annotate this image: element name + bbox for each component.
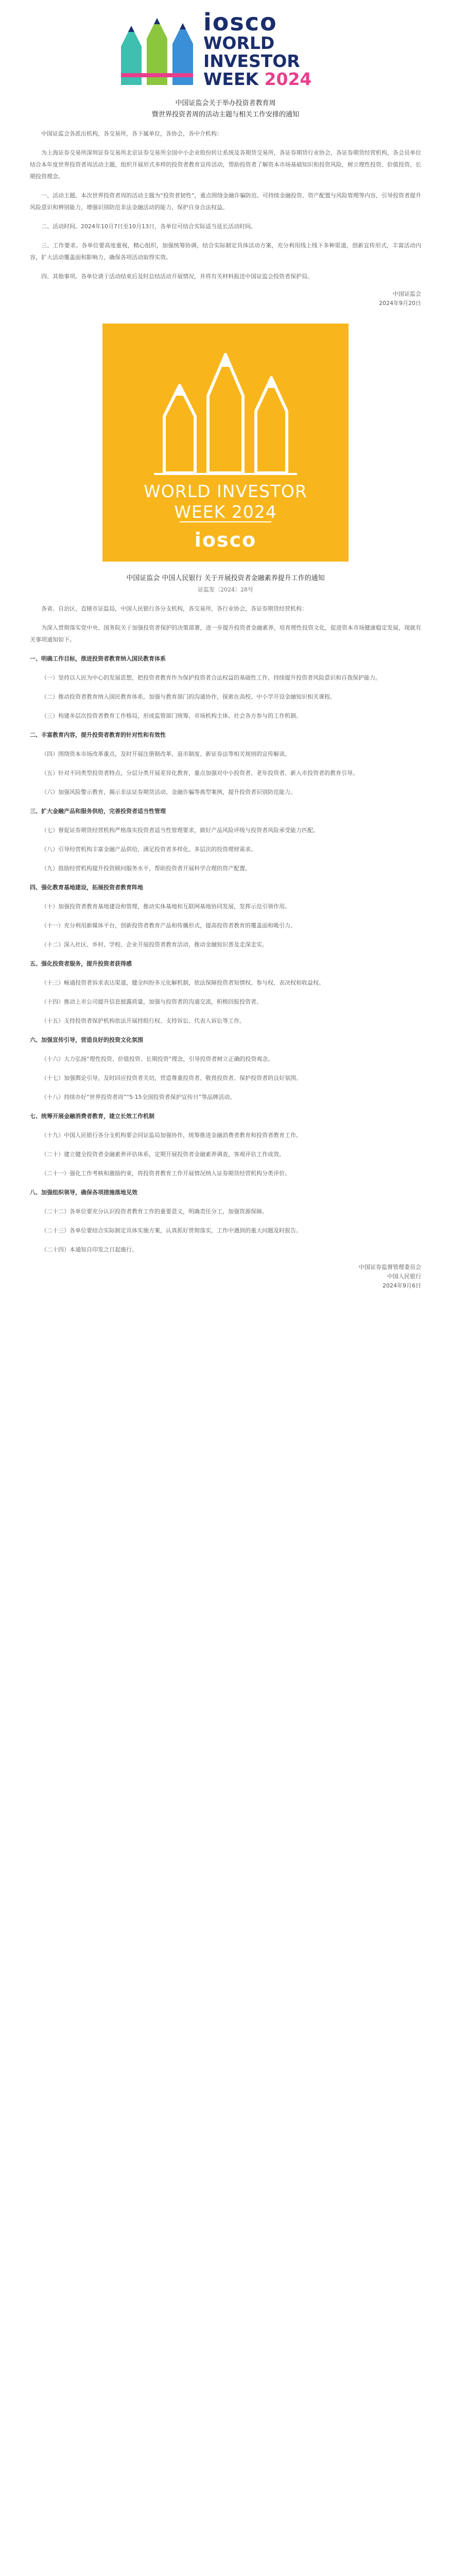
bottom-spacer: [0, 1291, 451, 1352]
notice-2-title: 中国证监会 中国人民银行 关于开展投资者金融素养提升工作的通知 证监发〔2024〕28号: [126, 574, 325, 593]
section-para: （十五）支持投资者保护机构依法开展持股行权、支持诉讼、代表人诉讼等工作。: [41, 1018, 245, 1024]
section-para: （十二）深入社区、乡村、学校、企业开展投资者教育活动，推动金融知识普及走深走实。: [41, 941, 268, 948]
notice-1-para: 三、工作要求。各单位要高度重视，精心组织，加强统筹协调，结合实际制定具体活动方案，充分利用线上线下多种渠道，创新宣传形式，丰富活动内容，扩大活动覆盖面和影响力，确保各项活动取得实效。: [30, 242, 421, 261]
poster-title: WORLD INVESTOR WEEK 2024: [144, 481, 307, 522]
section-para: （十四）推动上市公司提升信息披露质量，加强与投资者的沟通交流，积极回报投资者。: [41, 998, 262, 1005]
section-heading: 一、明确工作目标，推进投资者教育纳入国民教育体系: [30, 655, 166, 662]
section-para: （十三）畅通投资者诉求表达渠道，健全纠纷多元化解机制，依法保障投资者知情权、参与权、表决权和收益权。: [41, 979, 324, 986]
notice-2-para: 为深入贯彻落实党中央、国务院关于加强投资者保护的决策部署，进一步提升投资者金融素养，培育理性投资文化，促进资本市场健康稳定发展，现就有关事项通知如下。: [30, 624, 421, 643]
poster-iosco-logo: iosco: [194, 529, 257, 551]
section-para: （九）鼓励经营机构提升投资顾问服务水平，帮助投资者开展科学合理的资产配置。: [41, 865, 251, 872]
wiw-line-2: INVESTOR: [203, 51, 300, 71]
section-heading: 三、扩大金融产品和服务供给，完善投资者适当性管理: [30, 808, 166, 815]
section-heading: 六、加强宣传引导，营造良好的投资文化氛围: [30, 1037, 143, 1043]
notice-1-signature: 中国证监会 2024年9月20日: [379, 291, 421, 307]
top-banner: [0, 0, 451, 93]
section-para: （十八）持续办好“世界投资者周”“5·15全国投资者保护宣传日”等品牌活动。: [41, 1094, 236, 1100]
section-para: （四）围绕资本市场改革重点，及时开展注册制改革、退市制度、新证券法等相关规则的宣传解读。: [41, 751, 290, 757]
section-para: （五）针对不同类型投资者特点，分层分类开展差异化教育，重点加强对中小投资者、老年投资者、新入市投资者的教育引导。: [41, 770, 358, 776]
section-para: （六）加强风险警示教育，揭示非法证券期货活动、金融诈骗等典型案例，提升投资者识别防范能力。: [41, 789, 296, 795]
pencils-graphic: [116, 15, 198, 88]
wiw-line-1: WORLD: [203, 33, 275, 53]
notice-1-para: 一、活动主题。本次世界投资者周的活动主题为“投资者韧性”，重点围绕金融诈骗防范、可持续金融投资、资产配置与风险管理等内容，引导投资者提升风险意识和辨别能力，增强识别防范非法金融活动的能力，保护自身合法权益。: [30, 192, 421, 211]
section-para: （八）引导经营机构丰富金融产品供给，满足投资者多样化、多层次的投资理财需求。: [41, 846, 256, 853]
section-para: （二十四）本通知自印发之日起施行。: [41, 1246, 137, 1253]
notice-1: [0, 98, 451, 308]
section-para: （二）推动投资者教育纳入国民教育体系，加强与教育部门的沟通协作，探索在高校、中小学开设金融知识相关课程。: [41, 693, 336, 700]
section-para: （七）督促证券期货经营机构严格落实投资者适当性管理要求，做好产品风险评级与投资者风险承受能力匹配。: [41, 827, 319, 834]
section-heading: 二、丰富教育内容，提升投资者教育的针对性和有效性: [30, 732, 166, 738]
section-para: （二十一）强化工作考核和激励约束，将投资者教育工作开展情况纳入证券期货经营机构分类评价。: [41, 1170, 290, 1177]
notice-1-para: 中国证监会各派出机构，各交易所，各下属单位，各协会，各中介机构：: [41, 130, 222, 137]
section-heading: 四、强化教育基地建设，拓展投资者教育阵地: [30, 884, 143, 891]
section-heading: 七、统筹开展金融消费者教育，建立长效工作机制: [30, 1113, 154, 1120]
notice-1-title: 中国证监会关于举办投资者教育周 暨世界投资者周的活动主题与相关工作安排的通知: [151, 99, 299, 118]
notice-1-para: 四、其他事项。各单位请于活动结束后及时总结活动开展情况，并将有关材料报送中国证监会投资者保护局。: [41, 273, 313, 280]
notice-2: [0, 573, 451, 1291]
section-para: （十一）充分利用新媒体平台，创新投资者教育产品和传播形式，提高投资者教育的覆盖面和吸引力。: [41, 922, 296, 929]
iosco-logo: iosco: [203, 8, 277, 36]
wiw-poster: [102, 324, 349, 562]
section-para: （十六）大力弘扬“理性投资、价值投资、长期投资”理念，引导投资者树立正确的投资观念。: [41, 1056, 274, 1062]
wiw-logo-block: [203, 10, 337, 88]
section-para: （十九）中国人民银行各分支机构要会同证监局加强协作，统筹推进金融消费者教育和投资者教育工作。: [41, 1132, 302, 1139]
section-heading: 五、强化投资者服务，提升投资者获得感: [30, 960, 132, 967]
section-para: （十七）加强舆论引导，及时回应投资者关切，营造尊重投资者、敬畏投资者、保护投资者的良好氛围。: [41, 1075, 302, 1081]
section-para: （二十二）各单位要充分认识投资者教育工作的重要意义，明确责任分工，加强资源保障。: [41, 1208, 268, 1215]
section-para: （二十）建立健全投资者金融素养评估体系，定期开展投资者金融素养调查，客观评估工作成效。: [41, 1151, 285, 1158]
section-para: （十）加强投资者教育基地建设和管理，推动实体基地和互联网基地协同发展，发挥示范引领作用。: [41, 903, 290, 910]
poster-pencils-graphic: [102, 324, 349, 562]
wiw-year: 2024: [264, 69, 312, 89]
notice-2-signature: 中国证券监督管理委员会 中国人民银行 2024年9月6日: [359, 1264, 421, 1289]
wiw-line-3: WEEK 2024: [203, 69, 312, 89]
section-para: （二十三）各单位要结合实际制定具体实施方案，认真抓好贯彻落实，工作中遇到的重大问题及时报告。: [41, 1227, 302, 1234]
section-heading: 八、加强组织领导，确保各项措施落地见效: [30, 1189, 137, 1196]
notice-1-para: 二、活动时间。2024年10月7日至10月13日，各单位可结合实际适当延长活动时间。: [41, 223, 256, 230]
section-para: （三）构建多层次投资者教育工作格局，形成监管部门统筹、市场机构主体、社会各方参与的工作机制。: [41, 713, 302, 719]
notice-1-para: 为上海证券交易所深圳证券交易所北京证券交易所全国中小企业股份转让系统及各期货交易所，各证券期货行业协会，各证券期货经营机构，各会员单位结合本年度世界投资者周活动主题，组织开展形式多样的投资者教育宣传活动，帮助投资者了解资本市场基础知识和投资风险，树立理性投资、价值投资、长期投资理念。: [30, 149, 421, 180]
notice-2-para: 各省、自治区、直辖市证监局，中国人民银行各分支机构，各交易所，各行业协会，各证券期货经营机构：: [41, 605, 307, 612]
section-para: （一）坚持以人民为中心的发展思想，把投资者教育作为保护投资者合法权益的基础性工作，持续提升投资者风险意识和自我保护能力。: [41, 674, 381, 681]
